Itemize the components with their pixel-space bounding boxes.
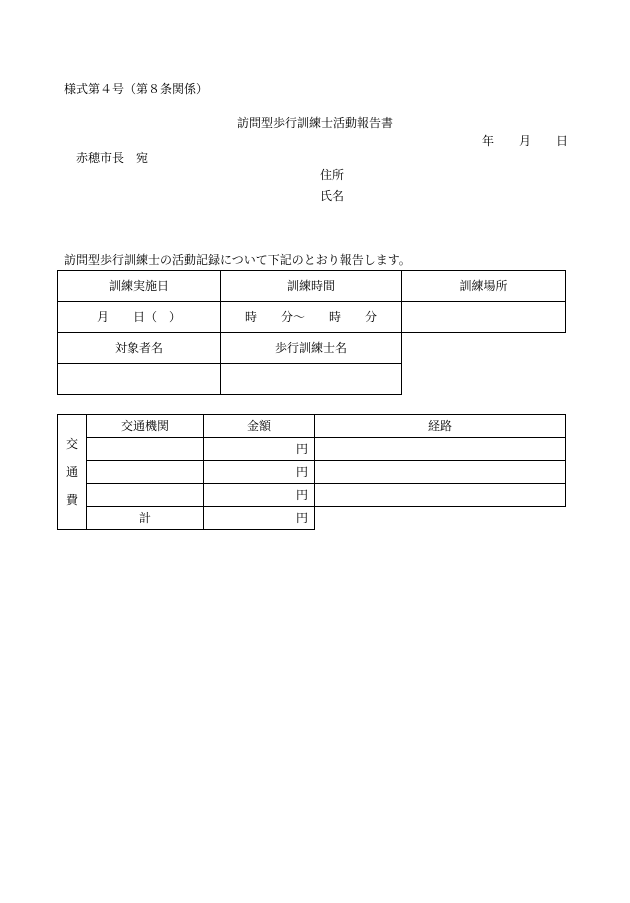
transport-table: [57, 414, 566, 530]
training-place-cell: [402, 302, 566, 333]
total-amount-cell: 円: [204, 507, 315, 530]
header-amount: 金額: [204, 415, 315, 438]
date-day: 日: [556, 134, 569, 148]
route-cell: [315, 461, 566, 484]
header-trainer-name: 歩行訓練士名: [221, 333, 402, 364]
name-label: 氏名: [320, 189, 345, 203]
training-time-cell: 時 分〜 時 分: [221, 302, 402, 333]
trainer-name-cell: [221, 364, 402, 395]
form-number: 様式第４号（第８条関係）: [64, 82, 209, 96]
header-route: 経路: [315, 415, 566, 438]
subject-name-cell: [58, 364, 221, 395]
intro-text: 訪問型歩行訓練士の活動記録について下記のとおり報告します。: [64, 253, 411, 267]
date-year: 年: [482, 134, 495, 148]
activity-table: [57, 270, 566, 395]
header-training-time: 訓練時間: [221, 271, 402, 302]
amount-cell: 円: [204, 461, 315, 484]
document-title: 訪問型歩行訓練士活動報告書: [236, 116, 393, 130]
header-training-place: 訓練場所: [402, 271, 566, 302]
address-label: 住所: [320, 168, 345, 182]
transport-means-cell: [87, 461, 204, 484]
route-cell: [315, 438, 566, 461]
date-month: 月: [519, 134, 532, 148]
total-label: 計: [87, 507, 204, 530]
addressee: 赤穂市長 宛: [76, 151, 149, 165]
amount-cell: 円: [204, 484, 315, 507]
header-subject-name: 対象者名: [58, 333, 221, 364]
route-cell: [315, 484, 566, 507]
transport-means-cell: [87, 438, 204, 461]
transport-means-cell: [87, 484, 204, 507]
training-date-cell: 月 日（ ）: [58, 302, 221, 333]
amount-cell: 円: [204, 438, 315, 461]
header-transport-means: 交通機関: [87, 415, 204, 438]
transport-side-label: 交 通 費: [58, 415, 87, 530]
header-training-date: 訓練実施日: [58, 271, 221, 302]
